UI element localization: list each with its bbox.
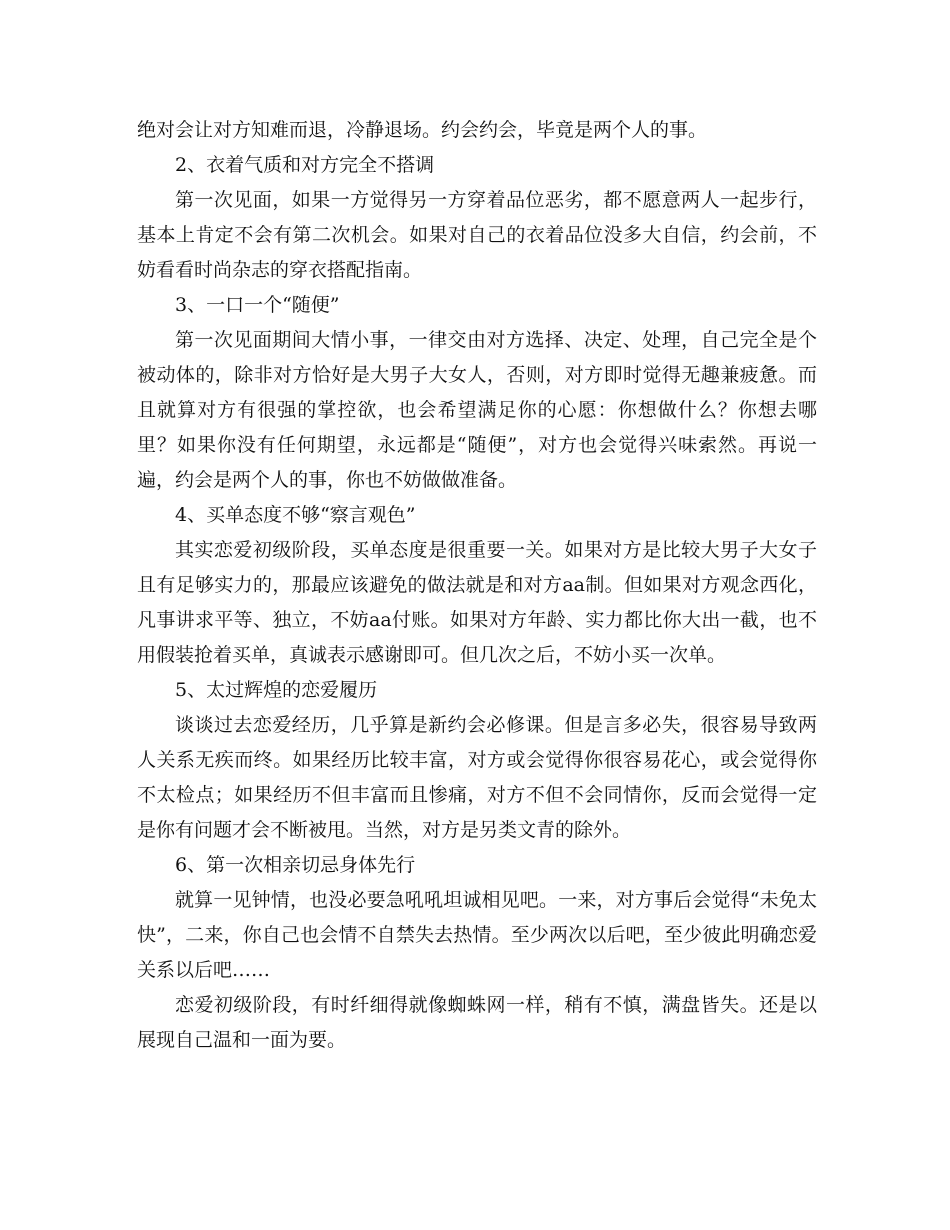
paragraph-conclusion: 恋爱初级阶段，有时纤细得就像蜘蛛网一样，稍有不慎，满盘皆失。还是以展现自己温和一面为要。 [137,994,817,1051]
section-heading-5: 5、太过辉煌的恋爱履历 [175,679,378,701]
section-heading-4: 4、买单态度不够“察言观色” [175,504,416,526]
section-heading-6: 6、第一次相亲切忌身体先行 [175,854,416,876]
paragraph-section-5: 谈谈过去恋爱经历，几乎算是新约会必修课。但是言多必失，很容易导致两人关系无疾而终。如果经历比较丰富，对方或会觉得你很容易花心，或会觉得你不太检点；如果经历不但丰富而且惨痛，对方不但不会同情你，反而会觉得一定是你有问题才会不断被甩。当然，对方是另类文青的除外。 [137,714,817,841]
document-body [137,113,817,1058]
section-heading-3: 3、一口一个“随便” [175,294,340,316]
section-heading-2: 2、衣着气质和对方完全不搭调 [175,154,435,176]
paragraph-continuation: 绝对会让对方知难而退，冷静退场。约会约会，毕竟是两个人的事。 [137,119,708,141]
paragraph-section-4: 其实恋爱初级阶段，买单态度是很重要一关。如果对方是比较大男子大女子且有足够实力的，那最应该避免的做法就是和对方aa制。但如果对方观念西化，凡事讲求平等、独立，不妨aa付账。如果对方年龄、实力都比你大出一截，也不用假装抢着买单，真诚表示感谢即可。但几次之后，不妨小买一次单。 [137,539,817,666]
paragraph-section-3: 第一次见面期间大情小事，一律交由对方选择、决定、处理，自己完全是个被动体的，除非对方恰好是大男子大女人，否则，对方即时觉得无趣兼疲惫。而且就算对方有很强的掌控欲，也会希望满足你的心愿：你想做什么？你想去哪里？如果你没有任何期望，永远都是“随便”，对方也会觉得兴味索然。再说一遍，约会是两个人的事，你也不妨做做准备。 [137,329,817,491]
paragraph-section-6: 就算一见钟情，也没必要急吼吼坦诚相见吧。一来，对方事后会觉得“未免太快”，二来，你自己也会情不自禁失去热情。至少两次以后吧，至少彼此明确恋爱关系以后吧…… [137,889,817,981]
paragraph-section-2: 第一次见面，如果一方觉得另一方穿着品位恶劣，都不愿意两人一起步行，基本上肯定不会有第二次机会。如果对自己的衣着品位没多大自信，约会前，不妨看看时尚杂志的穿衣搭配指南。 [137,189,817,281]
